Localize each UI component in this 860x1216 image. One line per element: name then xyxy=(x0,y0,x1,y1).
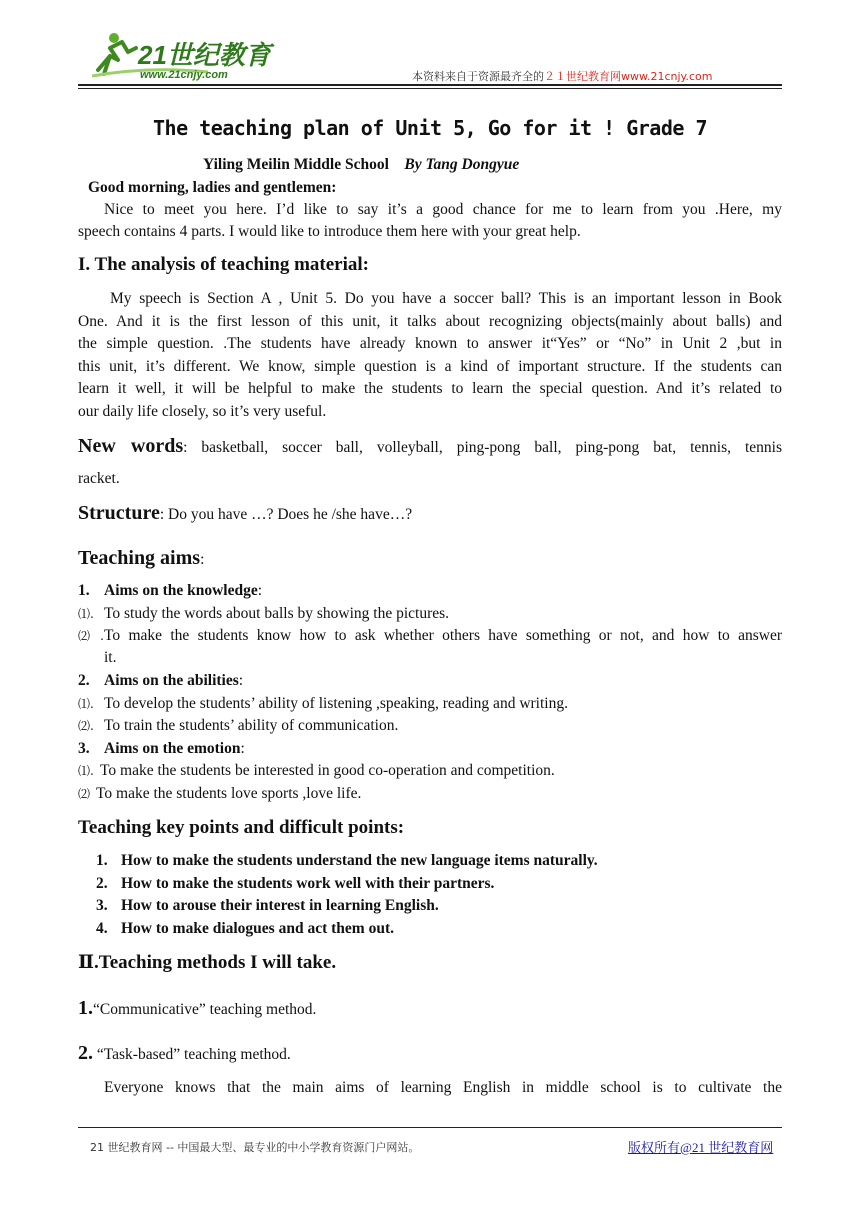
header-source-note: 本资料来自于资源最齐全的２１世纪教育网www.21cnjy.com xyxy=(412,70,713,83)
header-rule-thin xyxy=(78,88,782,89)
page-title: The teaching plan of Unit 5, Go for it ! Grade 7 xyxy=(153,116,707,140)
logo xyxy=(88,26,288,84)
aims-abilities: 2. Aims on the abilities: xyxy=(78,672,244,689)
section1-line-2: One. And it is the first lesson of this unit, it talks about recognizing objects(mainly about balls) and xyxy=(78,313,782,330)
aims-item-cont: it. xyxy=(104,649,117,666)
aims-item: ⑵.To make the students know how to ask whether others have something or not, and how to answer xyxy=(78,627,782,644)
new-words-line-1: New words: basketball, soccer ball, volleyball, ping-pong ball, ping-pong bat, tennis, tennis xyxy=(78,435,782,457)
byline-school: Yiling Meilin Middle School xyxy=(203,156,389,173)
aims-item: ⑴. To make the students be interested in good co-operation and competition. xyxy=(78,762,555,779)
svg-text:21世纪教育: 21世纪教育 xyxy=(138,40,271,70)
header-rule xyxy=(78,84,782,86)
aims-knowledge: 1. Aims on the knowledge: xyxy=(78,582,263,599)
key-point-item: 3. How to arouse their interest in learning English. xyxy=(96,897,439,914)
method-1: 1.“Communicative” teaching method. xyxy=(78,997,317,1019)
method-2: 2. “Task-based” teaching method. xyxy=(78,1042,291,1064)
section1-line-5: learn it well, it will be helpful to make the students to learn the special question. And it’s related to xyxy=(78,380,782,397)
svg-text:www.21cnjy.com: www.21cnjy.com xyxy=(140,69,228,81)
new-words-line-2: racket. xyxy=(78,470,120,487)
copyright-link[interactable]: 版权所有@21 世纪教育网 xyxy=(628,1140,774,1155)
key-points-heading: Teaching key points and difficult points: xyxy=(78,817,405,838)
aims-heading: Teaching aims: xyxy=(78,547,205,569)
aims-item: ⑴. To study the words about balls by showing the pictures. xyxy=(78,605,450,622)
greeting: Good morning, ladies and gentlemen: xyxy=(88,179,337,196)
structure-label: Structure xyxy=(78,502,160,524)
section1-line-6: our daily life closely, so it’s very useful. xyxy=(78,403,327,420)
byline xyxy=(203,154,519,177)
aims-item: ⑵ To make the students love sports ,love life. xyxy=(78,785,362,802)
structure-line: Structure: Do you have …? Does he /she have…? xyxy=(78,502,413,524)
key-point-item: 4. How to make dialogues and act them out. xyxy=(96,920,394,937)
footer-rule xyxy=(78,1127,782,1128)
aims-item: ⑵. To train the students’ ability of communication. xyxy=(78,717,399,734)
section1-heading: I. The analysis of teaching material: xyxy=(78,254,369,275)
section1-line-3: the simple question. .The students have already known to answer it“Yes” or “No” in Unit 2 ,but in xyxy=(78,335,782,352)
closing-line: Everyone knows that the main aims of learning English in middle school is to cultivate the xyxy=(104,1079,782,1096)
intro-line-1: Nice to meet you here. I’d like to say it’s a good chance for me to learn from you .Here, my xyxy=(104,201,782,218)
logo-runner-icon xyxy=(88,26,288,84)
section1-line-4: this unit, it’s different. We know, simple question is a kind of important structure. If the students can xyxy=(78,358,782,375)
aims-emotion: 3. Aims on the emotion: xyxy=(78,740,245,757)
intro-line-2: speech contains 4 parts. I would like to introduce them here with your great help. xyxy=(78,223,581,240)
aims-item: ⑴. To develop the students’ ability of listening ,speaking, reading and writing. xyxy=(78,695,568,712)
section2-heading: Ⅱ.Teaching methods I will take. xyxy=(78,952,337,973)
footer-text: 21 世纪教育网 -- 中国最大型、最专业的中小学教育资源门户网站。 xyxy=(90,1141,420,1154)
key-point-item: 2. How to make the students work well with their partners. xyxy=(96,875,495,892)
new-words-label: New words xyxy=(78,435,184,457)
key-point-item: 1. How to make the students understand the new language items naturally. xyxy=(96,852,598,869)
byline-author: By Tang Dongyue xyxy=(404,156,520,173)
section1-line-1: My speech is Section A , Unit 5. Do you have a soccer ball? This is an important lesson in Book xyxy=(110,290,782,307)
